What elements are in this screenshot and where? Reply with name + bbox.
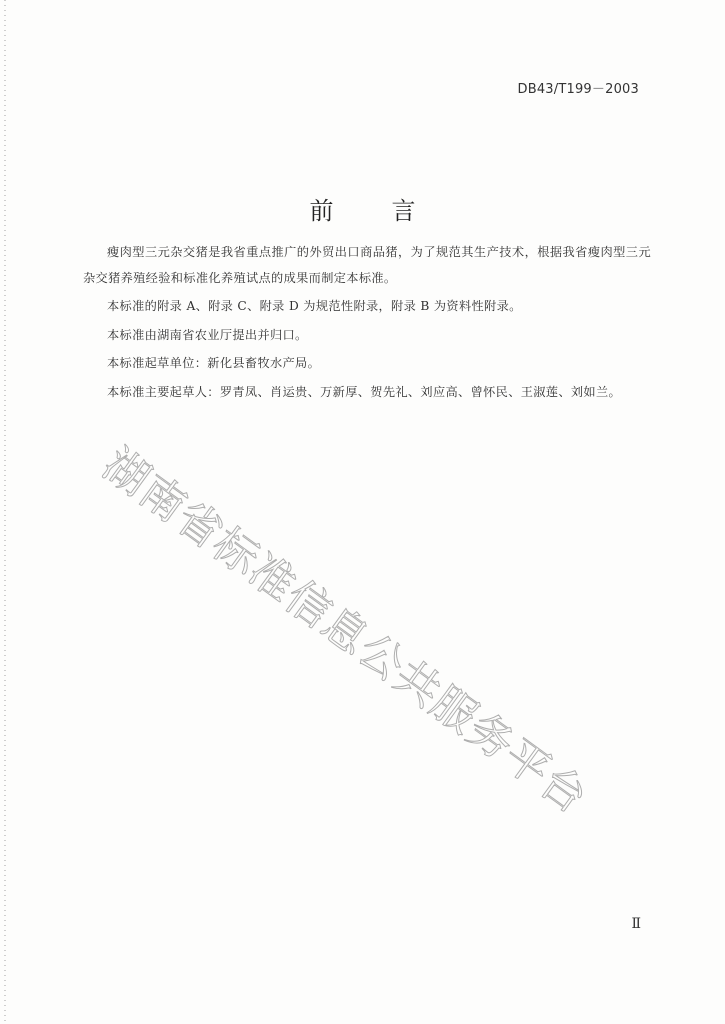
paragraph-intro: 瘦肉型三元杂交猪是我省重点推广的外贸出口商品猪，为了规范其生产技术，根据我省瘦肉型三元杂交猪养殖经验和标准化养殖试点的成果而制定本标准。: [83, 245, 651, 285]
scan-edge-divider: [4, 0, 6, 1024]
paragraph-proposer: 本标准由湖南省农业厅提出并归口。: [107, 327, 308, 342]
document-code: DB43/T199－2003: [517, 82, 639, 97]
page-title: 前言: [309, 197, 474, 226]
page-number: Ⅱ: [631, 916, 641, 932]
paragraph-drafters: 本标准主要起草人：罗青凤、肖运贵、万新厚、贺先礼、刘应高、曾怀民、王淑莲、刘如兰。: [107, 384, 622, 399]
watermark: 湖南省标准信息公共服务平台: [93, 438, 597, 825]
paragraph-appendix: 本标准的附录 A、附录 C、附录 D 为规范性附录，附录 B 为资料性附录。: [107, 299, 522, 313]
foreword-body: [83, 240, 651, 405]
paragraph-drafting-unit: 本标准起草单位：新化县畜牧水产局。: [107, 356, 321, 370]
